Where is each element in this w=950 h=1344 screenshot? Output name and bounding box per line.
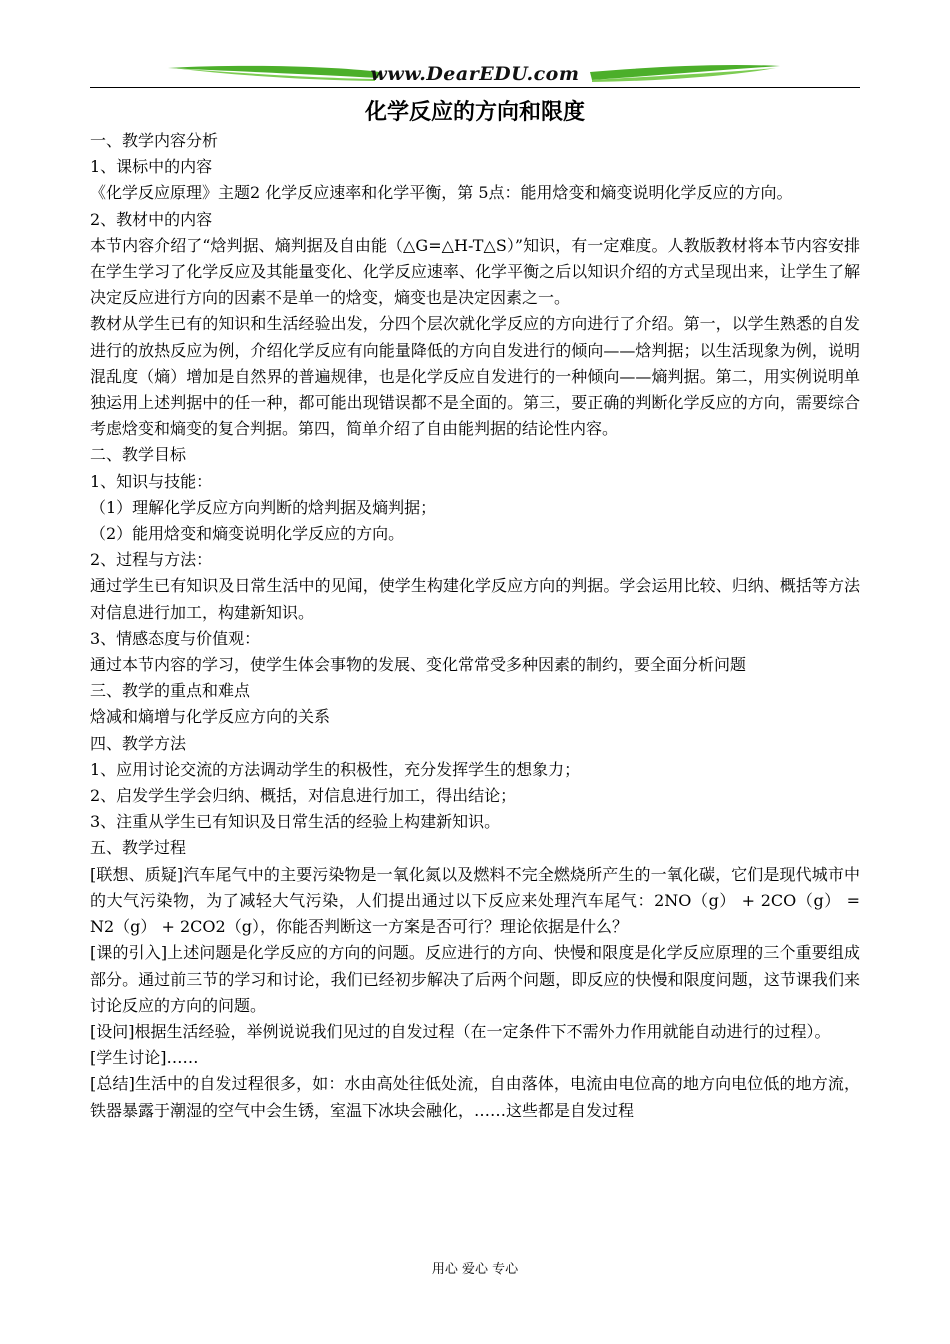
- subsection-heading: 2、过程与方法：: [90, 550, 213, 570]
- subsection-heading: 1、知识与技能：: [90, 471, 213, 491]
- paragraph: 焓减和熵增与化学反应方向的关系: [90, 707, 331, 727]
- paragraph: [学生讨论]……: [90, 1048, 199, 1068]
- subsection-heading: 1、课标中的内容: [90, 157, 213, 177]
- paragraph: [总结]生活中的自发过程很多，如：水由高处往低处流，自由落体，电流由电位高的地方向电位低的地方流，铁器暴露于潮湿的空气中会生锈，室温下冰块会融化，……这些都是自发过程: [90, 1074, 860, 1120]
- subsection-heading: 2、教材中的内容: [90, 209, 213, 229]
- page-title: 化学反应的方向和限度: [364, 100, 585, 125]
- paragraph: 教材从学生已有的知识和生活经验出发，分四个层次就化学反应的方向进行了介绍。第一，以学生熟悉的自发进行的放热反应为例，介绍化学反应有向能量降低的方向自发进行的倾向——焓判据；以生活现象为例，说明混乱度（熵）增加是自然界的普遍规律，也是化学反应自发进行的一种倾向——熵判据。第二，用实例说明单独运用上述判据中的任一种，都可能出现错误都不是全面的。第三，要正确的判断化学反应的方向，需要综合考虑焓变和熵变的复合判据。第四，简单介绍了自由能判据的结论性内容。: [90, 314, 860, 439]
- page-footer: 用心 爱心 专心: [431, 1262, 519, 1277]
- list-item: （2）能用焓变和熵变说明化学反应的方向。: [90, 524, 405, 544]
- site-url: www.DearEDU.com: [370, 63, 580, 85]
- section-heading: 五、教学过程: [90, 838, 187, 858]
- section-heading: 一、教学内容分析: [90, 131, 219, 150]
- section-heading: 四、教学方法: [90, 733, 187, 753]
- paragraph: 《化学反应原理》主题2 化学反应速率和化学平衡，第 5点：能用焓变和熵变说明化学反应的方向。: [90, 183, 793, 203]
- paragraph: 通过本节内容的学习，使学生体会事物的发展、变化常常受多种因素的制约，要全面分析问题: [90, 655, 747, 675]
- list-item: 3、注重从学生已有知识及日常生活的经验上构建新知识。: [90, 812, 501, 832]
- section-heading: 二、教学目标: [90, 445, 187, 465]
- subsection-heading: 3、情感态度与价值观：: [90, 628, 261, 648]
- paragraph: [设问]根据生活经验，举例说说我们见过的自发过程（在一定条件下不需外力作用就能自动进行的过程）。: [90, 1021, 831, 1041]
- paragraph: [课的引入]上述问题是化学反应的方向的问题。反应进行的方向、快慢和限度是化学反应原理的三个重要组成部分。通过前三节的学习和讨论，我们已经初步解决了后两个问题，即反应的快慢和限度问题，这节课我们来讨论反应的方向的问题。: [90, 943, 860, 1015]
- list-item: 1、应用讨论交流的方法调动学生的积极性，充分发挥学生的想象力；: [90, 759, 581, 779]
- paragraph: [联想、质疑]汽车尾气中的主要污染物是一氧化氮以及燃料不完全燃烧所产生的一氧化碳，它们是现代城市中的大气污染物，为了减轻大气污染，人们提出通过以下反应来处理汽车尾气：2NO（g） + 2CO（g） = N2（g） + 2CO2（g），你能否判断这一方案是否可行？理论依据是什么？: [90, 864, 860, 937]
- paragraph: 本节内容介绍了“焓判据、熵判据及自由能（△G=△H-T△S）”知识，有一定难度。人教版教材将本节内容安排在学生学习了化学反应及其能量变化、化学反应速率、化学平衡之后以知识介绍的方式呈现出来，让学生了解决定反应进行方向的因素不是单一的焓变，熵变也是决定因素之一。: [90, 235, 860, 308]
- list-item: （1）理解化学反应方向判断的焓判据及熵判据；: [90, 497, 437, 517]
- list-item: 2、启发学生学会归纳、概括，对信息进行加工，得出结论；: [90, 786, 517, 806]
- document-body: [90, 128, 860, 1124]
- paragraph: 通过学生已有知识及日常生活中的见闻，使学生构建化学反应方向的判据。学会运用比较、归纳、概括等方法对信息进行加工，构建新知识。: [90, 576, 860, 622]
- header-rule: [90, 87, 860, 88]
- section-heading: 三、教学的重点和难点: [90, 681, 251, 701]
